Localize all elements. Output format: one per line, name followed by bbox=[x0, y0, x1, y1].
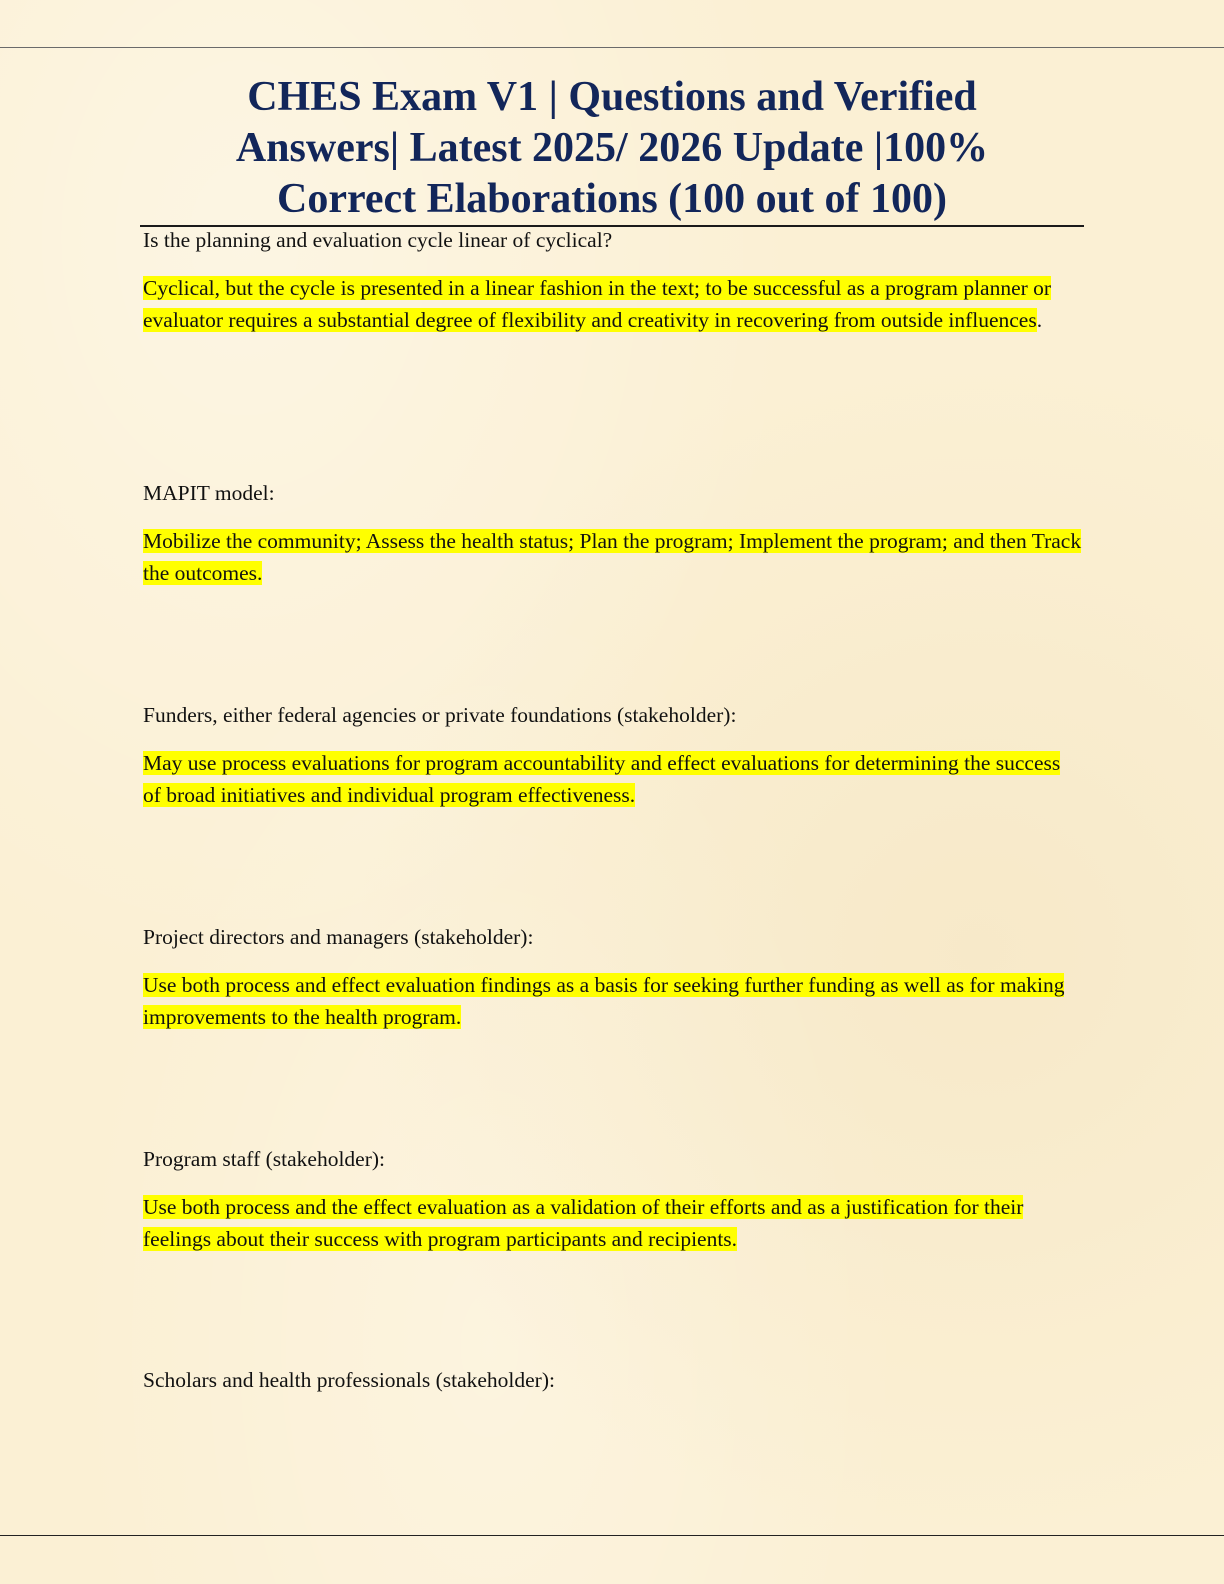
answer-highlight: Mobilize the community; Assess the health status; Plan the program; Implement the program; and then Track the outcomes. bbox=[143, 529, 1082, 585]
title-line-2: Answers| Latest 2025/ 2026 Update |100% bbox=[235, 125, 989, 171]
answer-highlight: Cyclical, but the cycle is presented in a linear fashion in the text; to be successful as a program planner or evaluator requires a substantial degree of flexibility and creativity in recovering from outside influences bbox=[143, 276, 1052, 332]
answer-paragraph bbox=[143, 525, 1083, 589]
qa-item-scholars bbox=[143, 1366, 1083, 1394]
answer-paragraph bbox=[143, 969, 1083, 1033]
qa-item-mapit-model bbox=[143, 479, 1083, 589]
document-title bbox=[140, 72, 1084, 225]
title-line-1: CHES Exam V1 | Questions and Verified bbox=[247, 74, 977, 120]
question-text: MAPIT model: bbox=[143, 481, 275, 505]
qa-item-funders bbox=[143, 701, 1083, 811]
title-line-3: Correct Elaborations (100 out of 100) bbox=[277, 176, 947, 222]
qa-item-program-staff bbox=[143, 1145, 1083, 1255]
answer-highlight: May use process evaluations for program accountability and effect evaluations for determining the success of broad initiatives and individual program effectiveness. bbox=[143, 751, 1061, 807]
question-text: Program staff (stakeholder): bbox=[143, 1147, 386, 1171]
question-text: Project directors and managers (stakeholder): bbox=[143, 925, 534, 949]
answer-paragraph bbox=[143, 747, 1083, 811]
footer-rule bbox=[0, 1535, 1224, 1536]
answer-suffix: . bbox=[1036, 308, 1043, 332]
qa-item-planning-cycle bbox=[143, 226, 1083, 336]
header-rule bbox=[0, 47, 1224, 48]
answer-highlight: Use both process and the effect evaluation as a validation of their efforts and as a justification for their feelings about their success with program participants and recipients. bbox=[143, 1195, 1024, 1251]
qa-item-project-directors bbox=[143, 923, 1083, 1033]
answer-paragraph bbox=[143, 1191, 1083, 1255]
question-text: Scholars and health professionals (stakeholder): bbox=[143, 1368, 555, 1392]
question-text: Funders, either federal agencies or private foundations (stakeholder): bbox=[143, 703, 737, 727]
answer-paragraph bbox=[143, 272, 1083, 336]
question-text: Is the planning and evaluation cycle linear of cyclical? bbox=[143, 228, 613, 252]
answer-highlight: Use both process and effect evaluation findings as a basis for seeking further funding as well as for making improvements to the health program. bbox=[143, 973, 1065, 1029]
